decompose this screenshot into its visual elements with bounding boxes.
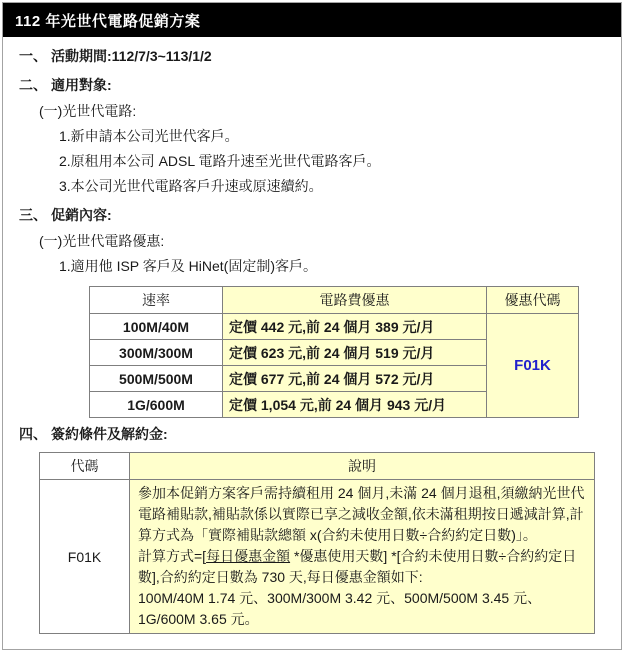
rate-speed: 1G/600M — [90, 392, 223, 418]
terms-header-code: 代碼 — [40, 453, 130, 480]
rate-header-code: 優惠代碼 — [487, 287, 579, 314]
section-heading: 活動期間:112/7/3~113/1/2 — [51, 48, 212, 64]
terms-text-underlined: 每日優惠金額 — [206, 548, 291, 564]
terms-paragraph — [138, 546, 586, 588]
terms-paragraph: 100M/40M 1.74 元、300M/300M 3.42 元、500M/500M 3.45 元、1G/600M 3.65 元。 — [138, 590, 542, 627]
section-contract-terms — [19, 421, 621, 447]
rate-speed: 500M/500M — [90, 366, 223, 392]
document-body — [3, 37, 621, 649]
section-heading: 適用對象: — [51, 77, 112, 93]
rate-offer: 定價 442 元,前 24 個月 389 元/月 — [223, 314, 487, 340]
terms-description-cell — [130, 480, 595, 634]
rate-offer: 定價 677 元,前 24 個月 572 元/月 — [223, 366, 487, 392]
rate-table-header-row — [90, 287, 579, 314]
document-title: 112 年光世代電路促銷方案 — [3, 3, 621, 37]
terms-header-desc: 說明 — [130, 453, 595, 480]
list-item: 1.適用他 ISP 客戶及 HiNet(固定制)客戶。 — [59, 258, 317, 274]
section-promo-content — [19, 202, 621, 228]
promo-document — [2, 2, 622, 650]
subsection-label: (一)光世代電路優惠: — [39, 233, 165, 249]
subsection-label: (一)光世代電路: — [39, 103, 137, 119]
section-number: 二、 — [19, 77, 47, 93]
terms-table — [39, 452, 595, 634]
terms-code-cell: F01K — [40, 480, 130, 634]
rate-speed: 300M/300M — [90, 340, 223, 366]
section-number: 三、 — [19, 207, 47, 223]
rate-header-offer: 電路費優惠 — [223, 287, 487, 314]
section-number: 四、 — [19, 426, 47, 442]
list-item: 3.本公司光世代電路客戶升速或原速續約。 — [59, 178, 323, 194]
terms-text: *優惠使用天數] *[合約未使用日數÷合約約定日數],合約約定日數為 730 天,每日優惠金額如下: — [138, 548, 577, 585]
section-eligible-targets — [19, 72, 621, 98]
rate-table — [89, 286, 579, 418]
rate-speed: 100M/40M — [90, 314, 223, 340]
section-activity-period — [19, 43, 621, 69]
section-heading: 促銷內容: — [51, 207, 112, 223]
terms-row — [40, 480, 595, 634]
section-number: 一、 — [19, 48, 47, 64]
terms-text: 計算方式=[ — [138, 548, 207, 564]
rate-offer: 定價 1,054 元,前 24 個月 943 元/月 — [223, 392, 487, 418]
rate-offer: 定價 623 元,前 24 個月 519 元/月 — [223, 340, 487, 366]
promo-code-cell: F01K — [487, 314, 579, 418]
rate-row — [90, 314, 579, 340]
terms-table-header-row — [40, 453, 595, 480]
list-item: 1.新申請本公司光世代客戶。 — [59, 128, 239, 144]
rate-header-speed: 速率 — [90, 287, 223, 314]
terms-paragraph: 參加本促銷方案客戶需持續租用 24 個月,未滿 24 個月退租,須繳納光世代電路補貼款,補貼款係以實際已享之減收金額,依未滿租期按日遞減計算,計算方式為「實際補貼款總額 x(合約未使用日數÷合約約定日數)」。 — [138, 485, 585, 543]
list-item: 2.原租用本公司 ADSL 電路升速至光世代電路客戶。 — [59, 153, 381, 169]
section-heading: 簽約條件及解約金: — [51, 426, 168, 442]
